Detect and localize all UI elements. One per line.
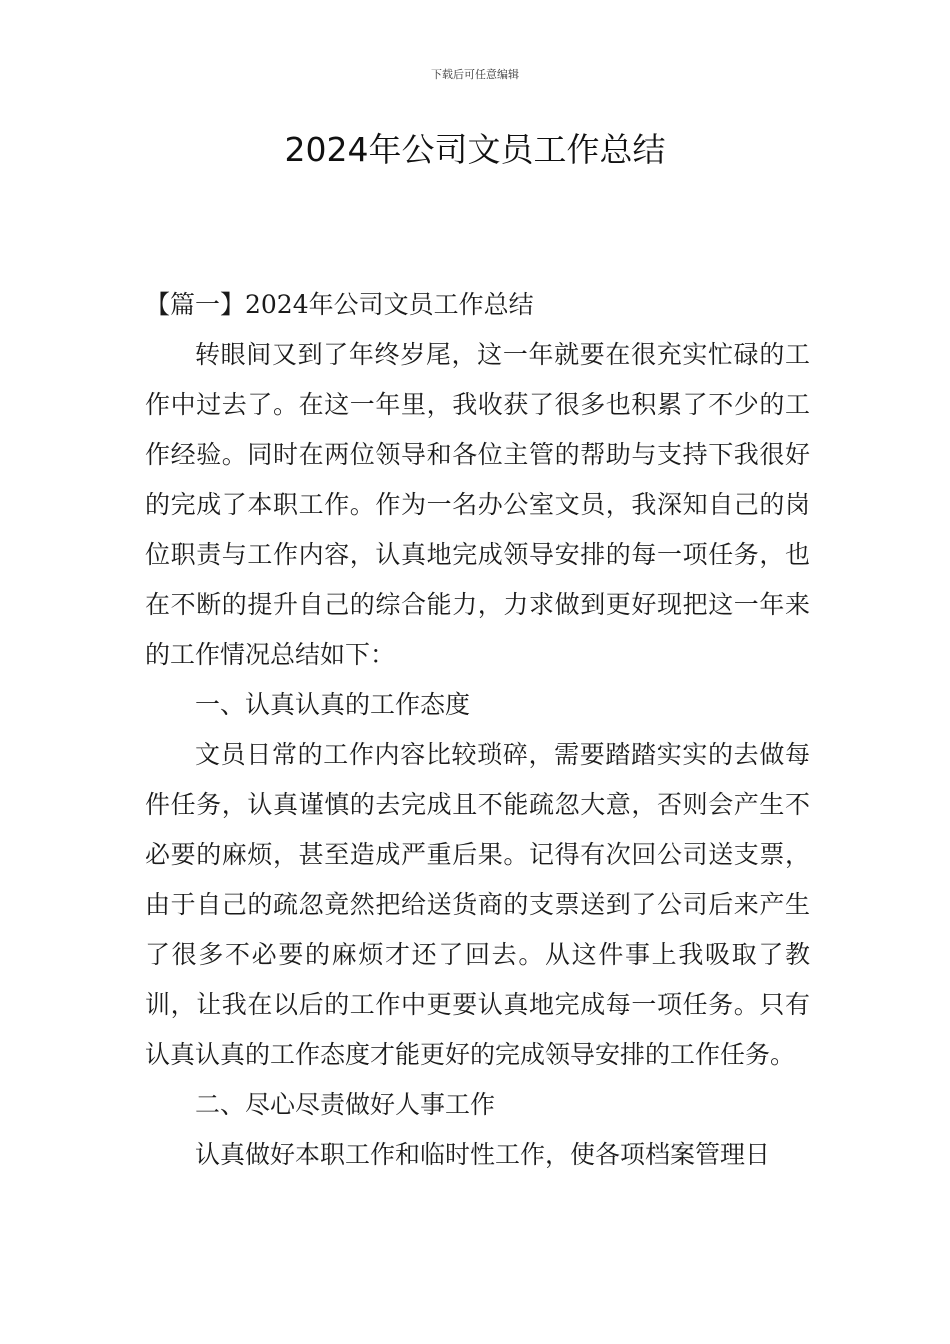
section-heading: 【篇一】2024年公司文员工作总结 [145, 290, 534, 319]
header-note: 下载后可任意编辑 [431, 68, 519, 81]
paragraph-personnel: 认真做好本职工作和临时性工作，使各项档案管理日 [195, 1140, 771, 1169]
document-body [145, 280, 810, 1180]
subheading-personnel: 二、尽心尽责做好人事工作 [195, 1090, 496, 1119]
document-title: 2024年公司文员工作总结 [284, 130, 666, 169]
paragraph-attitude: 文员日常的工作内容比较琐碎，需要踏踏实实的去做每件任务，认真谨慎的去完成且不能疏忽大意，否则会产生不必要的麻烦，甚至造成严重后果。记得有次回公司送支票，由于自己的疏忽竟然把给送货商的支票送到了公司后来产生了很多不必要的麻烦才还了回去。从这件事上我吸取了教训，让我在以后的工作中更要认真地完成每一项任务。只有认真认真的工作态度才能更好的完成领导安排的工作任务。 [145, 740, 810, 1069]
paragraph-intro: 转眼间又到了年终岁尾，这一年就要在很充实忙碌的工作中过去了。在这一年里，我收获了很多也积累了不少的工作经验。同时在两位领导和各位主管的帮助与支持下我很好的完成了本职工作。作为一名办公室文员，我深知自己的岗位职责与工作内容，认真地完成领导安排的每一项任务，也在不断的提升自己的综合能力，力求做到更好现把这一年来的工作情况总结如下： [145, 340, 810, 669]
subheading-attitude: 一、认真认真的工作态度 [195, 690, 471, 719]
